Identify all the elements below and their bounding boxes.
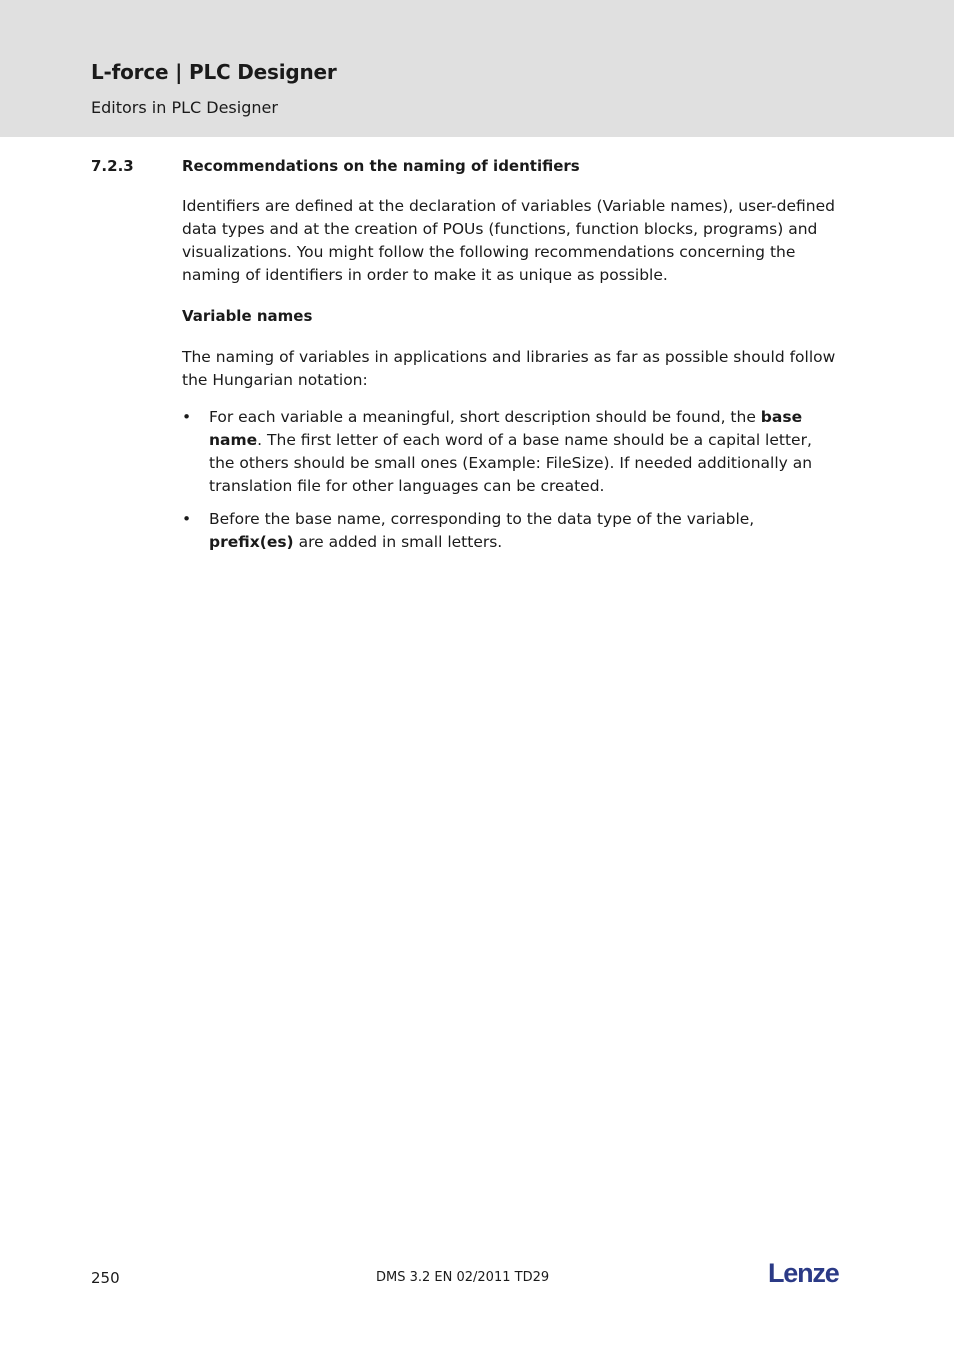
- list-item-text: For each variable a meaningful, short description should be found, the: [209, 408, 761, 426]
- page-number: 250: [91, 1269, 120, 1287]
- chapter-subtitle: Editors in PLC Designer: [91, 98, 278, 117]
- section-title: Recommendations on the naming of identifiers: [182, 157, 580, 175]
- lenze-logo: [768, 1258, 852, 1288]
- recommendation-list: [182, 406, 838, 554]
- list-item-text: Before the base name, corresponding to the data type of the variable,: [209, 510, 755, 528]
- section-number: 7.2.3: [91, 157, 134, 175]
- list-item-text: . The first letter of each word of a base name should be a capital letter, the others should be small ones (Example: FileSize). If needed additionally an translation file for other languages can be created.: [209, 431, 813, 495]
- hungarian-notation-paragraph: The naming of variables in applications and libraries as far as possible should follow the Hungarian notation:: [182, 348, 836, 389]
- section-content: [182, 195, 838, 564]
- bullet-icon: •: [182, 408, 192, 426]
- list-item-text: are added in small letters.: [293, 533, 503, 551]
- bullet-icon: •: [182, 510, 192, 528]
- list-item: [182, 406, 838, 498]
- list-item: [182, 508, 838, 554]
- variable-names-heading: Variable names: [182, 307, 313, 325]
- lenze-logo-text: Lenze: [768, 1258, 839, 1288]
- list-item-bold-term: base name: [209, 408, 803, 449]
- list-item-bold-term: prefix(es): [209, 533, 294, 551]
- intro-paragraph: Identifiers are defined at the declaration of variables (Variable names), user-defined data types and at the creation of POUs (functions, function blocks, programs) and visualizations. You might follow the following recommendations concerning the naming of identifiers in order to make it as unique as possible.: [182, 197, 835, 284]
- document-reference: DMS 3.2 EN 02/2011 TD29: [376, 1270, 550, 1285]
- document-title: L-force | PLC Designer: [91, 60, 337, 84]
